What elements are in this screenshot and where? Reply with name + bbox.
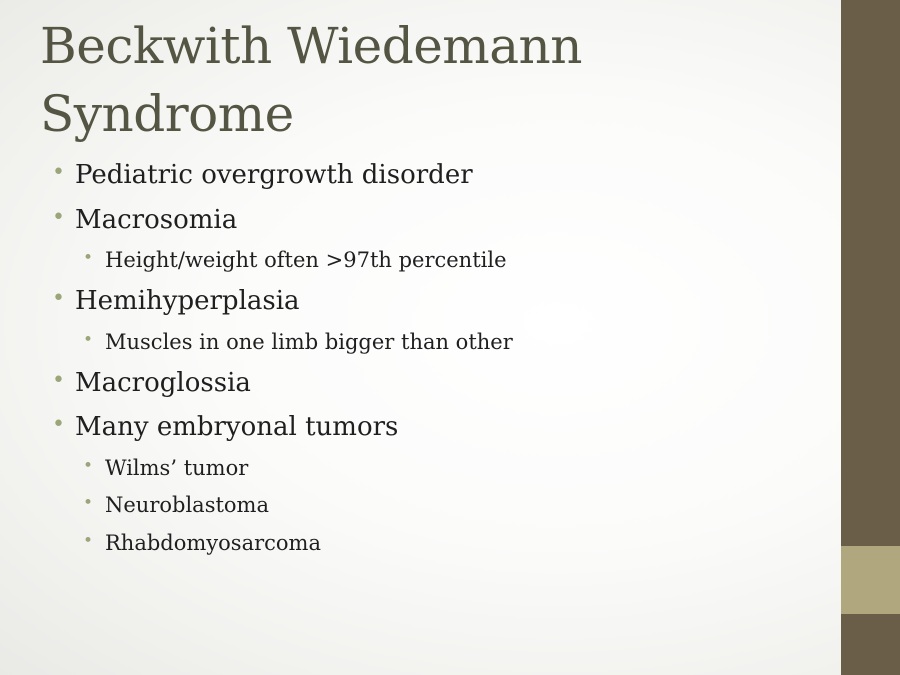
sub-bullet-dot-icon: • <box>83 493 94 513</box>
sub-bullet-item <box>83 330 513 354</box>
sub-bullet-item <box>83 456 249 480</box>
sub-bullet-dot-icon: • <box>83 531 94 551</box>
bullet-item <box>52 412 399 442</box>
bullet-dot-icon: • <box>52 160 65 185</box>
bullet-dot-icon: • <box>52 205 65 230</box>
bullet-item <box>52 205 238 235</box>
bullet-text: Pediatric overgrowth disorder <box>75 160 473 190</box>
bullet-item <box>52 160 473 190</box>
sub-bullet-item <box>83 531 321 555</box>
sub-bullet-text: Height/weight often >97th percentile <box>105 248 507 272</box>
sub-bullet-text: Muscles in one limb bigger than other <box>105 330 513 354</box>
slide-side-bar-accent <box>841 546 900 614</box>
bullet-dot-icon: • <box>52 368 65 393</box>
bullet-dot-icon: • <box>52 286 65 311</box>
bullet-text: Macroglossia <box>75 368 251 398</box>
sub-bullet-text: Rhabdomyosarcoma <box>105 531 321 555</box>
sub-bullet-dot-icon: • <box>83 456 94 476</box>
bullet-item <box>52 368 251 398</box>
slide-title-line-1: Beckwith Wiedemann <box>40 17 582 75</box>
bullet-text: Macrosomia <box>75 205 238 235</box>
bullet-text: Hemihyperplasia <box>75 286 300 316</box>
sub-bullet-text: Wilms’ tumor <box>105 456 249 480</box>
bullet-text: Many embryonal tumors <box>75 412 399 442</box>
sub-bullet-dot-icon: • <box>83 248 94 268</box>
bullet-item <box>52 286 300 316</box>
sub-bullet-dot-icon: • <box>83 330 94 350</box>
sub-bullet-item <box>83 493 269 517</box>
sub-bullet-text: Neuroblastoma <box>105 493 269 517</box>
slide-title-line-2: Syndrome <box>40 85 294 143</box>
bullet-dot-icon: • <box>52 412 65 437</box>
sub-bullet-item <box>83 248 507 272</box>
